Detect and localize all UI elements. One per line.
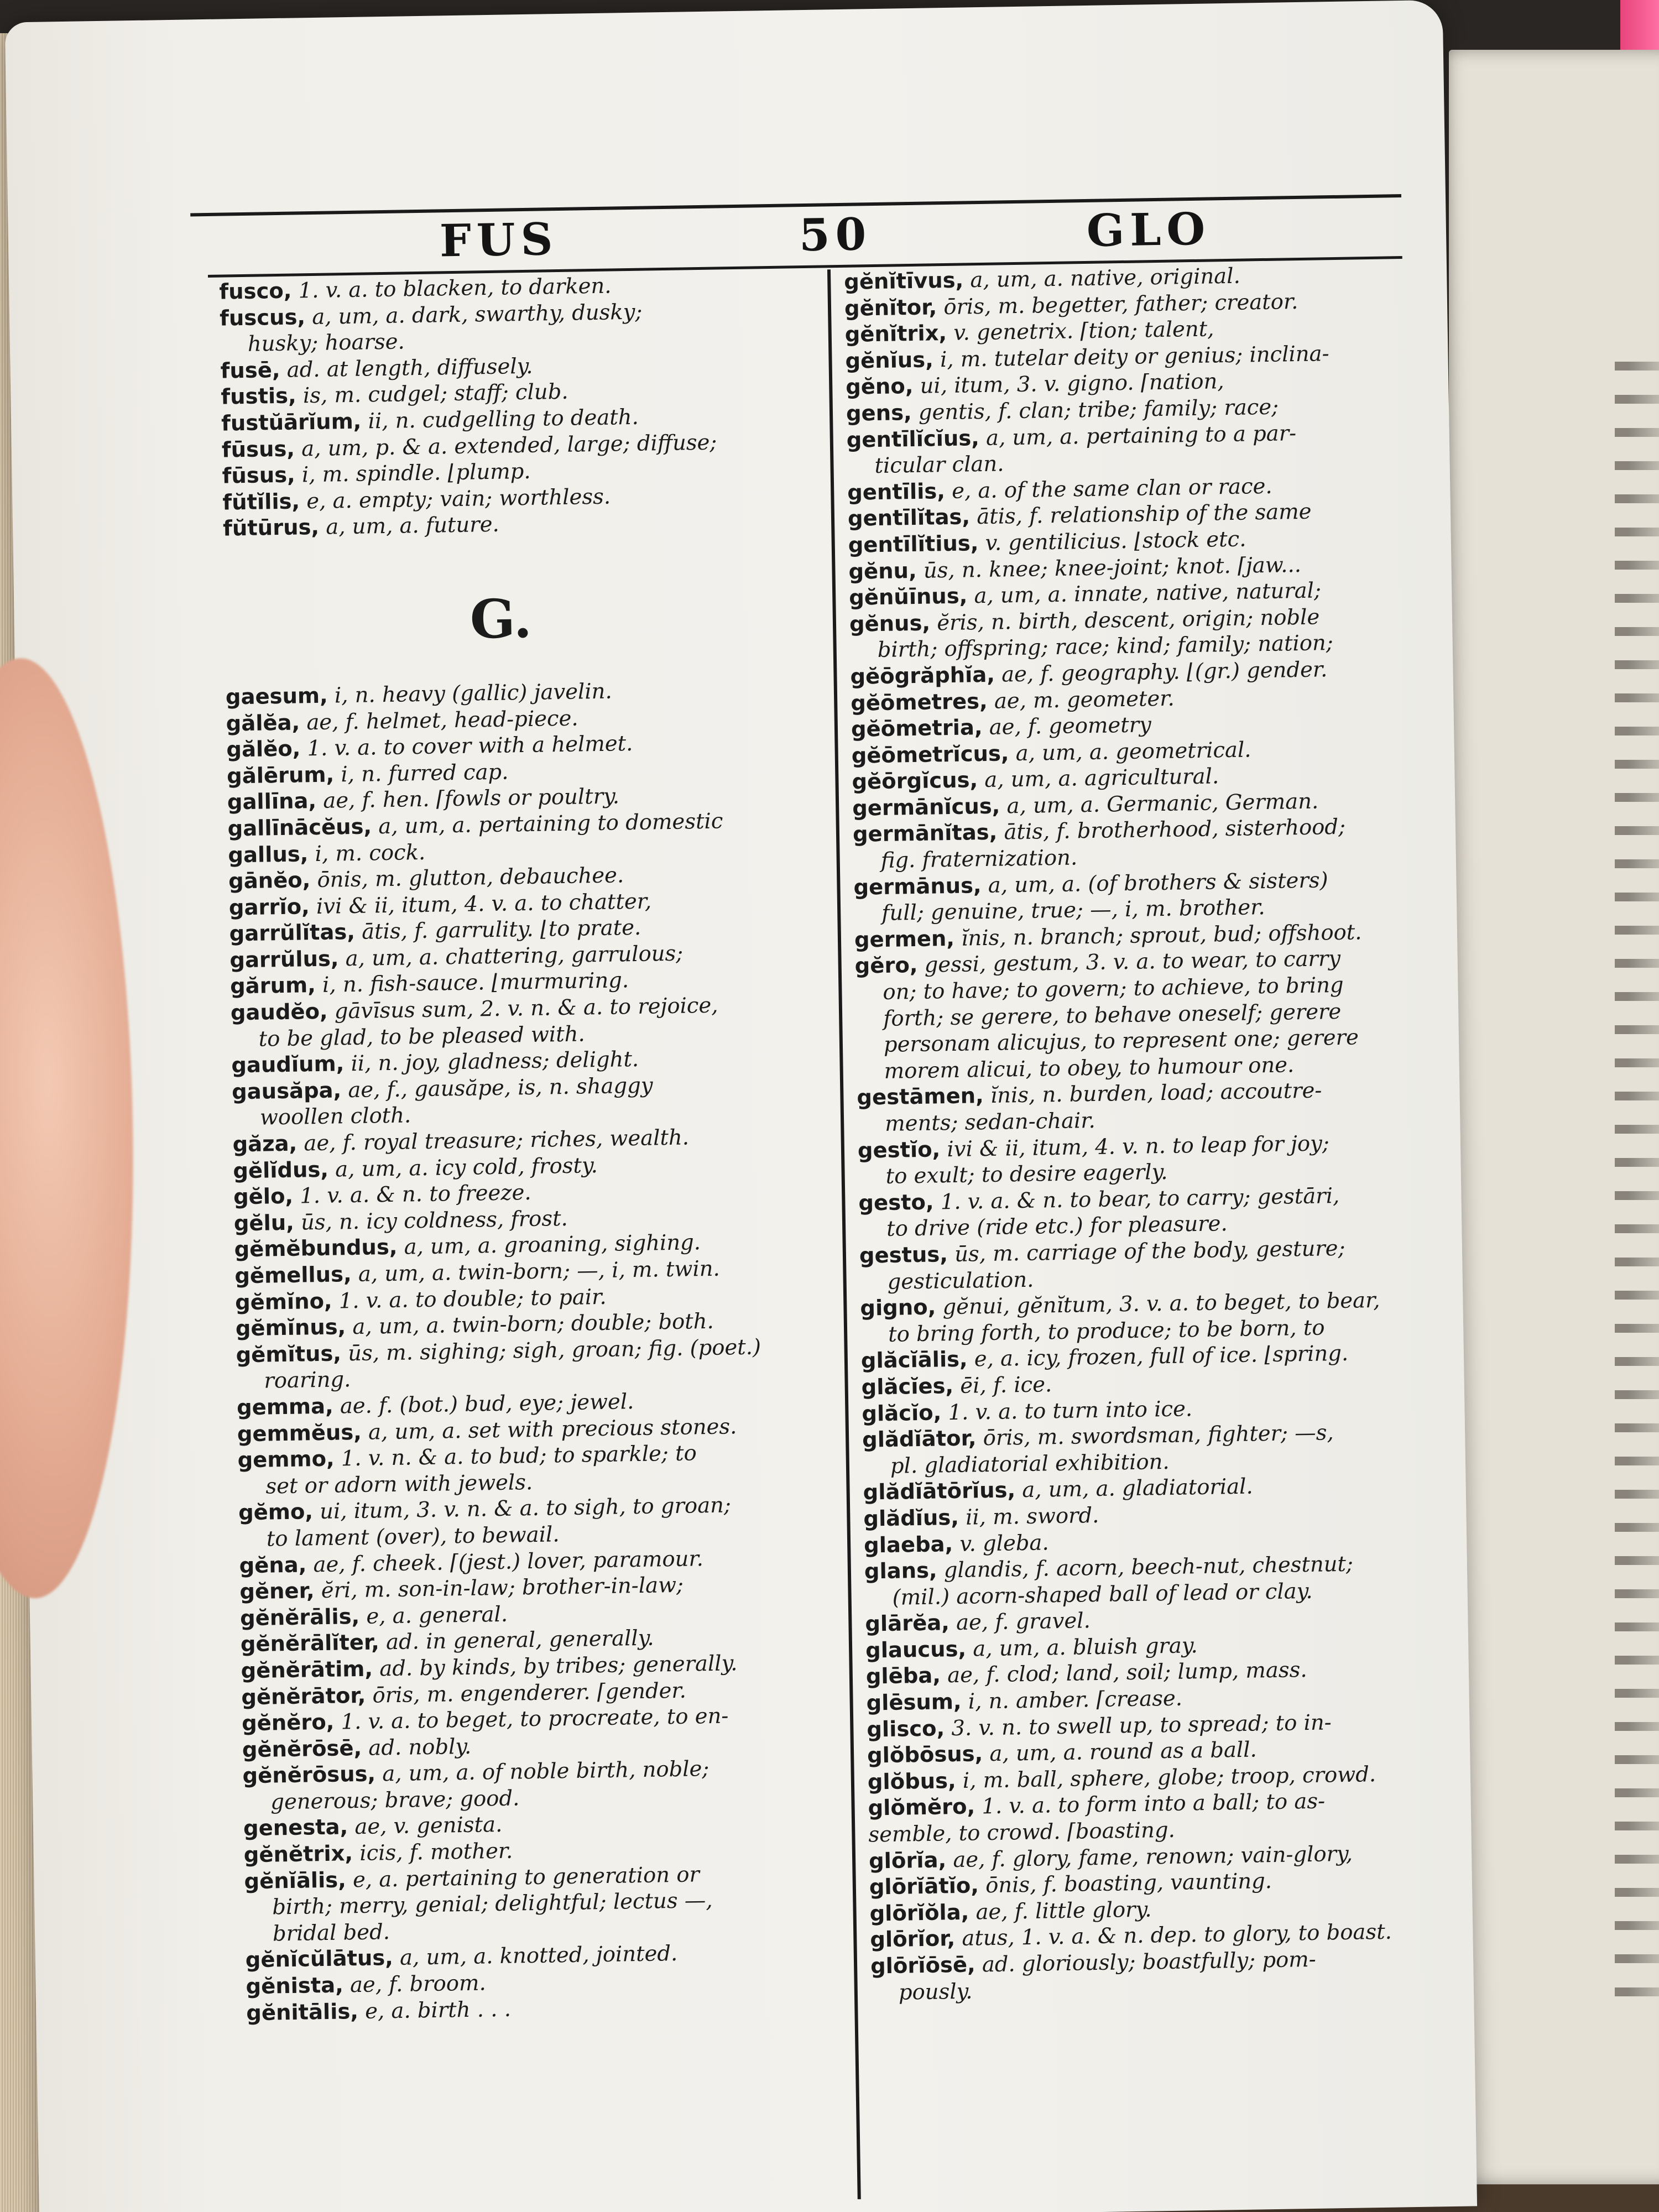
headword: glŏmĕro, (868, 1794, 975, 1821)
definition: ments; sedan-chair. (884, 1108, 1096, 1136)
definition: v. gentilicius. ⌊stock etc. (978, 526, 1246, 556)
entries-g (226, 675, 847, 2026)
headword: glăcĭes, (861, 1373, 954, 1400)
headword: gaudĭum, (231, 1051, 345, 1078)
definition: ae, f., gausăpe, is, n. shaggy (341, 1073, 653, 1103)
definition: a, um, a. (of brothers & sisters) (981, 867, 1328, 898)
definition: glandis, f. acorn, beech-nut, chestnut; (937, 1551, 1354, 1583)
headword: fŭtĭlis, (222, 489, 300, 515)
definition: i, n. fish-sauce. ⌊murmuring. (315, 968, 629, 998)
definition: ĕri, m. son-in-law; brother-in-law; (314, 1572, 684, 1604)
headword: gallus, (228, 841, 309, 868)
headword: gĕnista, (246, 1973, 344, 2000)
definition: gessi, gestum, 3. v. a. to wear, to carry (917, 946, 1341, 978)
definition: gĕnui, gĕnĭtum, 3. v. a. to beget, to bear, (935, 1288, 1380, 1320)
headword: gĕōmetrĭcus, (851, 740, 1009, 769)
definition: ūs, n. icy coldness, frost. (294, 1206, 568, 1235)
definition: a, um, a. Germanic, German. (1000, 789, 1319, 819)
headword: glēsum, (866, 1689, 962, 1716)
headword: gĕōrgĭcus, (852, 768, 978, 795)
definition: ae, v. genista. (347, 1812, 503, 1840)
thumb (0, 656, 140, 1600)
left-column (219, 270, 847, 2027)
definition: semble, to crowd. ⌈boasting. (868, 1817, 1176, 1848)
definition: v. genetrix. ⌈tion; talent, (946, 316, 1214, 346)
definition: ātis, f. garrulity. ⌊to prate. (354, 915, 641, 945)
headword: glŏbus, (867, 1768, 956, 1795)
headword: glōrĭa, (868, 1847, 947, 1874)
definition: 1. v. a. to blacken, to darken. (291, 273, 612, 304)
definition: a, um, a. bluish gray. (966, 1633, 1198, 1662)
headword: glōrĭŏla, (869, 1900, 969, 1927)
definition: gesticulation. (887, 1267, 1034, 1295)
definition: a, um, a. set with precious stones. (361, 1413, 737, 1445)
definition: a, um, a. future. (319, 512, 500, 540)
headword: gĕmĭnus, (235, 1314, 346, 1342)
definition: ūs, m. sighing; sigh, groan; fig. (poet.) (341, 1334, 761, 1366)
headword: gĕnĕtrix, (243, 1841, 353, 1868)
definition: ae, f. gravel. (949, 1608, 1091, 1636)
headword: gĕnĕrālĭter, (240, 1630, 380, 1657)
definition: atus, 1. v. a. & n. dep. to glory, to boast. (954, 1919, 1392, 1952)
headword: germānus, (853, 873, 982, 900)
definition: ūs, m. carriage of the body, gesture; (947, 1235, 1345, 1267)
page-number: 50 (799, 208, 873, 262)
headword: gens, (846, 400, 912, 426)
headword: gălērum, (226, 762, 335, 789)
headword: gemma, (236, 1394, 333, 1421)
definition: i, m. ball, sphere, globe; troop, crowd. (956, 1761, 1376, 1793)
definition: to lament (over), to bewail. (266, 1522, 560, 1552)
definition: a, um, a. innate, native, natural; (967, 578, 1322, 609)
headword: gĕner, (239, 1578, 315, 1605)
headword: glăcĭo, (862, 1400, 942, 1427)
definition: a, um, a. twin-born; —, i, m. twin. (351, 1256, 721, 1287)
headword: garrŭlĭtas, (229, 920, 356, 947)
definition: ātis, f. relationship of the same (969, 499, 1312, 530)
definition: a, um, a. native, original. (963, 263, 1241, 293)
definition: bridal bed. (272, 1919, 390, 1947)
headword: gentīlis, (847, 478, 946, 505)
definition: personam alicujus, to represent one; gerere (883, 1025, 1359, 1058)
definition: i, n. amber. ⌈crease. (961, 1686, 1183, 1714)
entries-fu (219, 270, 823, 542)
headword: gĕnĭtor, (844, 294, 937, 321)
definition: 1. v. a. to beget, to procreate, to en- (334, 1703, 729, 1735)
headword: gĕnĕro, (241, 1709, 335, 1736)
headword: gĕmellus, (234, 1262, 352, 1289)
headword: gĕmĭno, (234, 1288, 332, 1316)
headword: gĕlu, (233, 1210, 295, 1237)
running-head-right: GLO (1086, 202, 1211, 257)
definition: (mil.) acorn-shaped ball of lead or clay. (892, 1578, 1313, 1610)
definition: ae, f. hen. ⌈fowls or poultry. (316, 784, 620, 814)
definition: a, um, p. & a. extended, large; diffuse; (294, 430, 717, 462)
definition: ae, f. little glory. (968, 1897, 1152, 1925)
headword: fustis, (221, 383, 296, 410)
definition: ūs, n. knee; knee-joint; knot. ⌈jaw... (916, 552, 1302, 583)
headword: gĕnu, (848, 558, 917, 585)
definition: ii, m. sword. (958, 1503, 1099, 1530)
definition: ēi, f. ice. (953, 1372, 1052, 1399)
definition: ae, f. geography. ⌊(gr.) gender. (994, 657, 1328, 687)
definition: birth; offspring; race; kind; family; nation; (877, 630, 1334, 663)
definition: to drive (ride etc.) for pleasure. (886, 1211, 1228, 1242)
definition: e, a. birth . . . (358, 1996, 512, 2024)
definition: ii, n. cudgelling to death. (361, 404, 639, 434)
definition: roaring. (264, 1367, 351, 1394)
definition: a, um, a. twin-born; double; both. (345, 1309, 714, 1340)
definition: i, n. heavy (gallic) javelin. (327, 679, 612, 708)
definition: e, a. general. (359, 1601, 508, 1629)
definition: ui, itum, 3. v. gigno. ⌈nation, (913, 369, 1224, 399)
definition: a, um, a. chattering, garrulous; (338, 941, 684, 972)
headword: gallīnācĕus, (227, 814, 372, 842)
headword: fuscus, (219, 304, 306, 331)
definition: ticular clan. (874, 451, 1004, 479)
headword: gĕōmetres, (850, 688, 988, 716)
headword: gĕnĭtrix, (844, 321, 947, 348)
definition: 1. v. a. to cover with a helmet. (300, 731, 633, 761)
definition: ae, m. geometer. (987, 686, 1175, 714)
headword: gĕmo, (238, 1499, 314, 1526)
definition: e, a. of the same clan or race. (945, 473, 1272, 504)
headword: gentīlĭtius, (848, 531, 979, 558)
headword: glaeba, (863, 1531, 953, 1558)
running-head-left: FUS (439, 213, 559, 267)
definition: a, um, a. gladiatorial. (1015, 1474, 1254, 1503)
definition: ivi & ii, itum, 4. v. n. to leap for joy; (940, 1130, 1330, 1162)
headword: germen, (854, 926, 955, 953)
definition: is, m. cudgel; staff; club. (296, 379, 568, 409)
headword: gĕnŭīnus, (848, 583, 968, 611)
headword: gălĕa, (226, 709, 300, 737)
headword: gălĕo, (226, 736, 301, 763)
definition: gāvīsus sum, 2. v. n. & a. to rejoice, (327, 993, 718, 1024)
definition: i, m. tutelar deity or genius; inclina- (933, 341, 1329, 373)
headword: glārĕa, (865, 1610, 950, 1637)
definition: ōris, m. begetter, father; creator. (936, 289, 1298, 320)
headword: gĕmĕbundus, (234, 1235, 398, 1262)
headword: gĕōmetria, (851, 715, 983, 742)
headword: gĕlĭdus, (233, 1157, 329, 1184)
headword: gentīlĭcĭus, (846, 425, 980, 453)
definition: birth; merry, genial; delightful; lectus —, (272, 1888, 713, 1920)
headword: gĕnĕrōsē, (242, 1735, 362, 1762)
definition: a, um, a. round as a ball. (982, 1737, 1258, 1767)
headword: gĕnĭcŭlātus, (245, 1945, 394, 1973)
headword: gesto, (858, 1190, 934, 1216)
facing-page (1449, 50, 1659, 2184)
headword: gestus, (859, 1242, 948, 1269)
right-column (844, 260, 1479, 2006)
headword: gentīlĭtas, (847, 504, 971, 532)
headword: germānĭcus, (852, 794, 1000, 821)
definition: ĭnis, n. branch; sprout, bud; offshoot. (954, 920, 1362, 951)
definition: ivi & ii, itum, 4. v. a. to chatter, (309, 889, 652, 919)
headword: gĕmĭtus, (236, 1341, 342, 1368)
definition: a, um, a. geometrical. (1009, 737, 1251, 766)
definition: a, um, a. agricultural. (977, 764, 1219, 793)
headword: gaesum, (225, 683, 328, 710)
headword: fūsus, (221, 436, 295, 463)
headword: gĕnĕrātor, (241, 1683, 366, 1710)
headword: glōrĭōsē, (870, 1952, 975, 1979)
definition: ae, f. cheek. ⌈(jest.) lover, paramour. (306, 1546, 704, 1577)
definition: ad. by kinds, by tribes; generally. (372, 1651, 738, 1682)
definition: ad. nobly. (361, 1734, 472, 1761)
headword: gemmĕus, (237, 1420, 362, 1447)
headword: gĕna, (239, 1552, 307, 1578)
definition: a, um, a. groaning, sighing. (397, 1230, 701, 1260)
headword: garrŭlus, (229, 946, 339, 973)
definition: husky; hoarse. (247, 329, 405, 357)
headword: glēba, (865, 1663, 941, 1690)
definition: ii, n. joy, gladness; delight. (343, 1047, 639, 1077)
definition: ae, f. broom. (343, 1970, 487, 1998)
definition: to exult; to desire eagerly. (885, 1160, 1168, 1190)
headword: glădĭātōrĭus, (863, 1478, 1016, 1505)
headword: gĕnĕrālis, (239, 1604, 360, 1631)
definition: a, um, a. of noble birth, noble; (375, 1756, 709, 1787)
definition: ōnis, m. glutton, debauchee. (310, 863, 624, 893)
definition: i, m. spindle. ⌊plump. (295, 458, 531, 488)
headword: fustŭārĭum, (221, 409, 362, 436)
headword: gallīna, (227, 789, 317, 815)
headword: gausăpa, (231, 1078, 342, 1105)
definition: icis, f. mother. (352, 1838, 513, 1866)
dictionary-page (5, 0, 1477, 2212)
definition: pously. (898, 1979, 973, 2005)
headword: germānĭtas, (852, 820, 998, 848)
definition: i, m. cock. (307, 839, 426, 867)
headword: glădĭus, (863, 1505, 959, 1532)
headword: gĕnitālis, (246, 1999, 359, 2026)
definition: full; genuine, true; —, i, m. brother. (881, 895, 1265, 926)
definition: e, a. icy, frozen, full of ice. ⌊spring. (967, 1341, 1349, 1372)
headword: glōrĭor, (870, 1926, 956, 1953)
headword: gestĭo, (857, 1136, 941, 1164)
headword: glaucus, (865, 1636, 967, 1663)
headword: găza, (232, 1131, 298, 1157)
headword: gemmo, (237, 1446, 335, 1473)
headword: gĕnus, (849, 611, 931, 637)
headword: gānĕo, (228, 868, 311, 894)
definition: a, um, a. pertaining to a par- (979, 420, 1297, 451)
headword: gaudĕo, (230, 999, 328, 1026)
definition: a, um, a. dark, swarthy, dusky; (305, 299, 643, 330)
definition: woollen cloth. (259, 1103, 411, 1131)
definition: 3. v. n. to swell up, to spread; to in- (944, 1710, 1332, 1741)
definition: ōris, m. engenderer. ⌈gender. (365, 1678, 687, 1708)
definition: ae. f. (bot.) bud, eye; jewel. (333, 1389, 634, 1419)
headword: fūsus, (222, 462, 296, 489)
definition: ad. at length, diffusely. (280, 353, 533, 383)
definition: ĕris, n. birth, descent, origin; noble (930, 604, 1320, 636)
headword: gigno, (860, 1295, 936, 1321)
headword: gestāmen, (857, 1083, 984, 1111)
definition: ae, f. royal treasure; riches, wealth. (296, 1125, 690, 1156)
facing-page-text-fragment (1615, 337, 1659, 2018)
definition: i, n. furred cap. (333, 759, 509, 787)
headword: genesta, (243, 1814, 348, 1841)
headword: glădĭātor, (862, 1426, 977, 1453)
headword: glisco, (867, 1716, 945, 1743)
definition: pl. gladiatorial exhibition. (890, 1449, 1170, 1479)
definition: fig. fraternization. (880, 845, 1078, 874)
definition: on; to have; to govern; to achieve, to bring (883, 972, 1344, 1005)
definition: ōris, m. swordsman, fighter; —s, (976, 1420, 1334, 1451)
definition: ōnis, f. boasting, vaunting. (978, 1869, 1272, 1898)
headword: gĕnĭus, (845, 347, 934, 374)
definition: a, um, a. pertaining to domestic (371, 808, 723, 839)
definition: ad. in general, generally. (379, 1625, 654, 1655)
headword: gĕro, (854, 953, 918, 979)
definition: ātis, f. brotherhood, sisterhood; (997, 815, 1346, 846)
headword: glōrĭātĭo, (869, 1873, 979, 1900)
headword: gĕnĭtīvus, (843, 268, 964, 295)
definition: 1. v. a. to double; to pair. (332, 1284, 607, 1314)
definition: forth; se gerere, to behave oneself; gerere (883, 999, 1342, 1031)
definition: e, a. empty; vain; worthless. (299, 484, 611, 514)
definition: a, um, a. icy cold, frosty. (328, 1152, 598, 1182)
section-letter: G. (469, 587, 533, 651)
headword: gĕlo, (233, 1183, 294, 1210)
definition: 1. v. a. to form into a ball; to as- (974, 1789, 1326, 1819)
headword: fusco, (219, 278, 292, 305)
headword: gĕnĭālis, (244, 1867, 347, 1894)
headword: glans, (864, 1558, 937, 1584)
header-rule-top (190, 194, 1401, 216)
headword: gĕnĕrātim, (241, 1656, 373, 1684)
definition: ĭnis, n. burden, load; accoutre- (983, 1078, 1322, 1109)
definition: generous; brave; good. (270, 1786, 520, 1815)
definition: gentis, f. clan; tribe; family; race; (911, 394, 1279, 425)
definition: e, a. pertaining to generation or (346, 1862, 700, 1893)
definition: ui, itum, 3. v. n. & a. to sigh, to groan; (312, 1493, 732, 1525)
headword: gărum, (229, 973, 316, 999)
headword: glŏbōsus, (867, 1741, 983, 1768)
definition: a, um, a. knotted, jointed. (393, 1941, 678, 1971)
headword: gĕōgrăphĭa, (850, 662, 995, 690)
definition: ad. gloriously; boastfully; pom- (975, 1947, 1317, 1978)
definition: to be glad, to be pleased with. (258, 1021, 586, 1052)
definition: morem alicui, to obey, to humour one. (884, 1052, 1295, 1084)
definition: v. gleba. (952, 1530, 1050, 1557)
headword: glăcĭālis, (860, 1347, 968, 1374)
entries-g-right (844, 260, 1479, 2006)
definition: 1. v. a. to turn into ice. (941, 1396, 1193, 1425)
definition: ae, f. helmet, head-piece. (299, 706, 578, 735)
definition: 1. v. a. & n. to freeze. (293, 1180, 531, 1209)
definition: to bring forth, to produce; to be born, to (888, 1315, 1325, 1347)
headword: fŭtūrus, (222, 515, 320, 541)
definition: set or adorn with jewels. (265, 1469, 533, 1499)
headword: gĕnĕrōsus, (242, 1761, 376, 1789)
definition: 1. v. a. & n. to bear, to carry; gestāri, (933, 1183, 1340, 1215)
headword: garrĭo, (228, 894, 310, 921)
definition: ae, f. clod; land, soil; lump, mass. (940, 1657, 1307, 1688)
definition: ae, f. glory, fame, renown; vain-glory, (946, 1841, 1353, 1872)
headword: gĕno, (845, 374, 914, 400)
definition: ae, f. geometry (982, 712, 1152, 740)
headword: fusē, (220, 357, 280, 384)
definition: 1. v. n. & a. to bud; to sparkle; to (334, 1441, 697, 1472)
